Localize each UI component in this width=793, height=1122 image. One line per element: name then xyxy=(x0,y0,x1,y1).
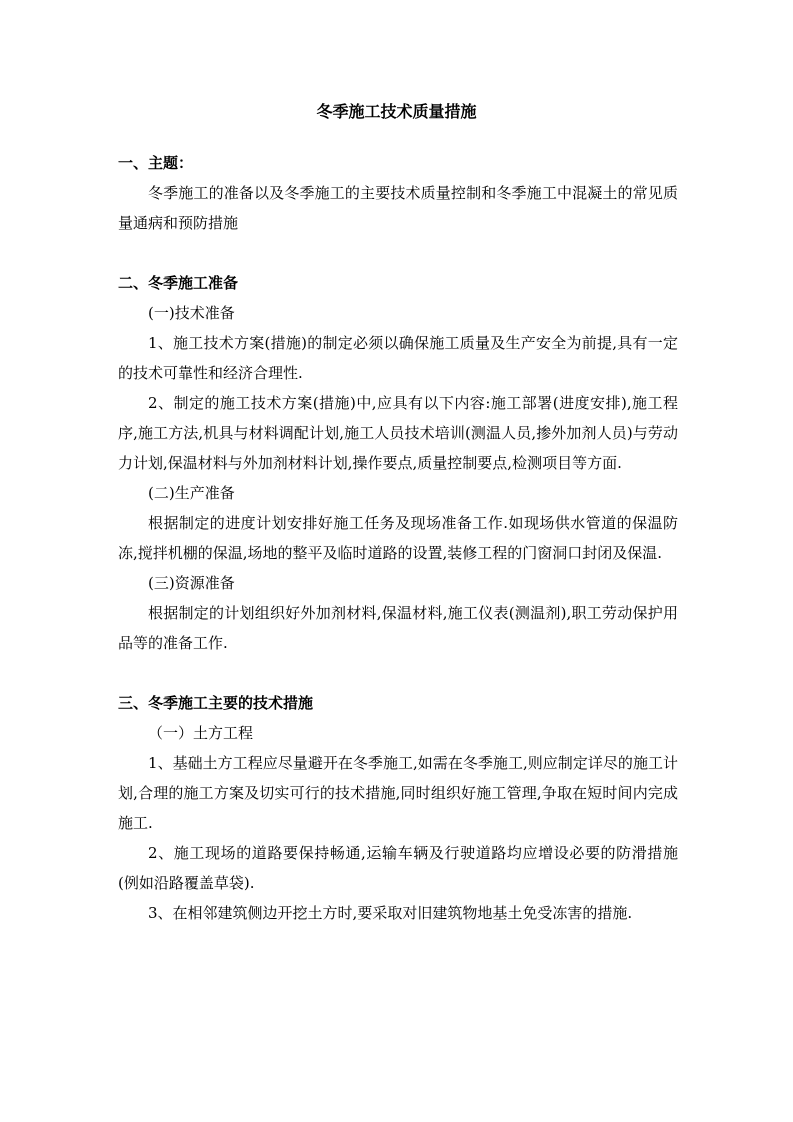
subsection-production-preparation: (二)生产准备 xyxy=(148,484,235,502)
paragraph-2-1: 1、施工技术方案(措施)的制定必须以确保施工质量及生产安全为前提,具有一定的技术可靠性和经济合理性. xyxy=(118,334,678,382)
paragraph-3-2: 2、施工现场的道路要保持畅通,运输车辆及行驶道路均应增设必要的防滑措施(例如沿路覆盖草袋). xyxy=(118,844,678,892)
section-1-paragraph: 冬季施工的准备以及冬季施工的主要技术质量控制和冬季施工中混凝土的常见质量通病和预防措施 xyxy=(118,184,678,232)
section-3-heading: 三、冬季施工主要的技术措施 xyxy=(118,694,314,712)
paragraph-3-3: 3、在相邻建筑侧边开挖土方时,要采取对旧建筑物地基土免受冻害的措施. xyxy=(148,904,633,922)
paragraph-2-3: 根据制定的进度计划安排好施工任务及现场准备工作.如现场供水管道的保温防冻,搅拌机棚的保温,场地的整平及临时道路的设置,装修工程的门窗洞口封闭及保温. xyxy=(118,514,678,562)
paragraph-3-1: 1、基础土方工程应尽量避开在冬季施工,如需在冬季施工,则应制定详尽的施工计划,合理的施工方案及切实可行的技术措施,同时组织好施工管理,争取在短时间内完成施工. xyxy=(118,754,678,832)
section-1-heading: 一、主题： xyxy=(118,154,194,172)
document-title: 冬季施工技术质量措施 xyxy=(316,102,477,121)
section-2-heading: 二、冬季施工准备 xyxy=(118,274,239,292)
paragraph-2-2: 2、制定的施工技术方案(措施)中,应具有以下内容:施工部署(进度安排),施工程序,施工方法,机具与材料调配计划,施工人员技术培训(测温人员,掺外加剂人员)与劳动力计划,保温材料与外加剂材料计划,操作要点,质量控制要点,检测项目等方面. xyxy=(118,394,678,472)
document-body xyxy=(118,148,678,928)
spacer xyxy=(118,238,678,268)
subsection-resource-preparation: (三)资源准备 xyxy=(148,574,235,592)
spacer xyxy=(118,658,678,688)
paragraph-2-4: 根据制定的计划组织好外加剂材料,保温材料,施工仪表(测温剂),职工劳动保护用品等的准备工作. xyxy=(118,604,678,652)
subsection-technical-preparation: (一)技术准备 xyxy=(148,304,235,322)
subsection-earthwork: （一）土方工程 xyxy=(148,724,254,742)
